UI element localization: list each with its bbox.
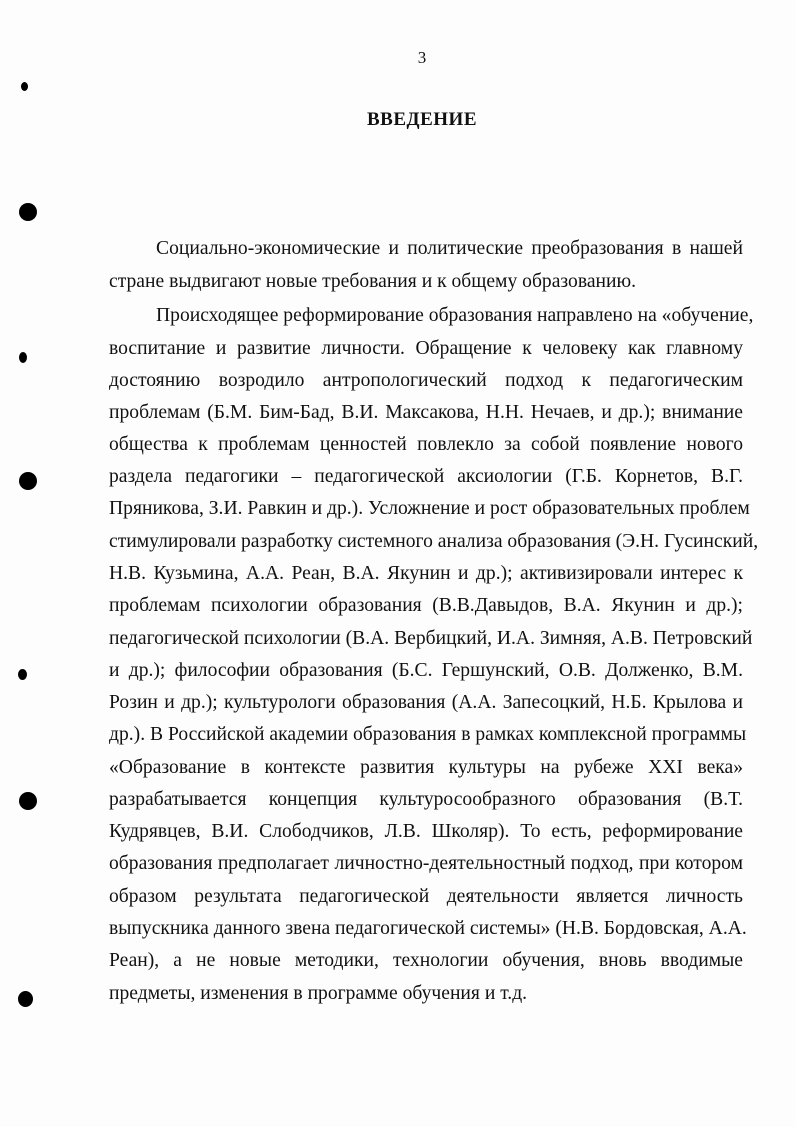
text-line: образования предполагает личностно-деятельностный подход, при котором [109,853,743,874]
text-line: и др.); философии образования (Б.С. Гершунский, О.В. Долженко, В.М. [109,660,743,681]
binding-hole-mark [18,669,27,680]
text-line: Кудрявцев, В.И. Слободчиков, Л.В. Школяр). То есть, реформирование [109,821,743,842]
text-line: Н.В. Кузьмина, А.А. Реан, В.А. Якунин и др.); активизировали интерес к [109,563,743,584]
text-line: образом результата педагогической деятельности является личность [109,886,743,907]
text-line: предметы, изменения в программе обучения и т.д. [109,983,528,1004]
binding-hole-mark [19,472,37,490]
binding-hole-mark [19,792,37,810]
text-line: проблемам психологии образования (В.В.Давыдов, В.А. Якунин и др.); [109,595,743,616]
binding-hole-mark [19,203,37,221]
text-line: Реан), а не новые методики, технологии обучения, вновь вводимые [109,950,743,971]
text-line: воспитание и развитие личности. Обращение к человеку как главному [109,338,743,359]
text-line: выпускника данного звена педагогической системы» (Н.В. Бордовская, А.А. [109,918,747,939]
binding-hole-mark [19,352,27,363]
binding-hole-mark [18,991,33,1007]
text-line: др.). В Российской академии образования в рамках комплексной программы [109,724,747,745]
text-line: Происходящее реформирование образования направлено на «обучение, [156,305,754,326]
text-line: раздела педагогики – педагогической аксиологии (Г.Б. Корнетов, В.Г. [109,466,743,487]
text-line: Социально-экономические и политические преобразования в нашей [156,238,743,259]
text-line: разрабатывается концепция культуросообразного образования (В.Т. [109,789,743,810]
text-line: общества к проблемам ценностей повлекло за собой появление нового [109,434,743,455]
text-line: Пряникова, З.И. Равкин и др.). Усложнение и рост образовательных проблем [109,498,750,519]
text-line: достоянию возродило антропологический подход к педагогическим [109,370,743,391]
text-line: стимулировали разработку системного анализа образования (Э.Н. Гусинский, [109,531,759,552]
text-line: педагогической психологии (В.А. Вербицкий, И.А. Зимняя, А.В. Петровский [109,628,753,649]
text-line: стране выдвигают новые требования и к общему образованию. [109,271,637,292]
binding-hole-mark [21,82,28,91]
page-title: ВВЕДЕНИЕ [367,109,477,130]
text-line: «Образование в контексте развития культуры на рубеже XXI века» [109,757,743,778]
page-number: 3 [417,48,427,67]
text-line: проблемам (Б.М. Бим-Бад, В.И. Максакова, Н.Н. Нечаев, и др.); внимание [109,402,743,423]
text-line: Розин и др.); культурологи образования (А.А. Запесоцкий, Н.Б. Крылова и [109,692,743,713]
